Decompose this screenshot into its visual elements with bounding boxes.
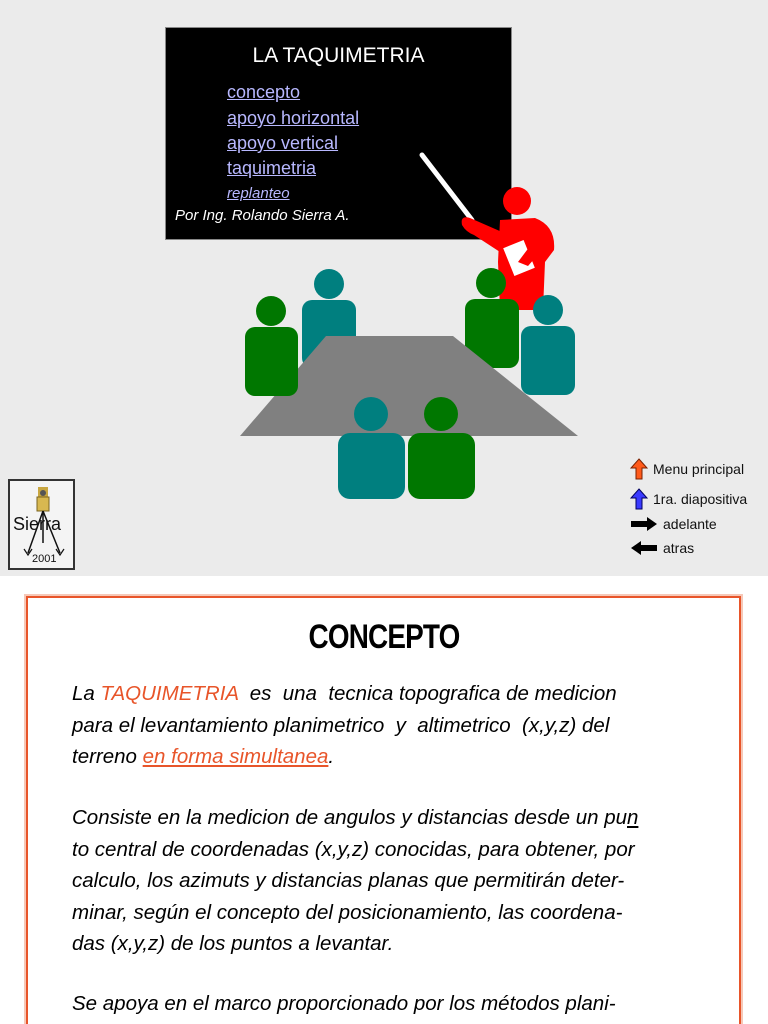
section-title: CONCEPTO	[308, 618, 460, 656]
text-run: terreno	[72, 745, 143, 768]
arrow-up-orange-icon	[630, 458, 648, 480]
nav-primera-diapositiva[interactable]	[630, 488, 747, 510]
nav-adelante[interactable]	[630, 513, 717, 535]
teacher-figure	[462, 187, 555, 310]
nav-menu-label: Menu principal	[653, 461, 745, 477]
link-taquimetria[interactable]: taquimetria	[227, 158, 317, 178]
nav-atras[interactable]	[630, 537, 694, 559]
slide-concepto	[0, 576, 768, 1024]
text-run: n	[627, 806, 639, 829]
text-line: das (x,y,z) de los puntos a levantar.	[72, 932, 394, 955]
text-line	[72, 802, 712, 834]
link-apoyo-vertical[interactable]: apoyo vertical	[227, 133, 339, 153]
arrow-left-icon	[630, 540, 658, 556]
nav-prev-label: atras	[663, 540, 695, 556]
link-replanteo[interactable]: replanteo	[227, 185, 290, 202]
logo-name: Sierra	[13, 514, 62, 534]
text-line: to central de coordenadas (x,y,z) conocidas, para obtener, por	[72, 837, 635, 861]
link-forma-simultanea[interactable]: en forma simultanea	[142, 745, 329, 768]
text-run: .	[328, 745, 335, 768]
link-concepto[interactable]: concepto	[227, 82, 301, 102]
text-run: es una tecnica topografica de medicion	[238, 682, 617, 705]
pointer-stick	[422, 155, 472, 220]
nav-menu-principal[interactable]	[630, 458, 744, 480]
text-line: minar, según el concepto del posicionamiento, las coordena-	[72, 900, 623, 924]
nav-next-label: adelante	[663, 516, 717, 532]
text-line: Se apoya en el marco proporcionado por los métodos plani-	[72, 992, 616, 1015]
sierra-logo	[8, 479, 75, 570]
text-line: para el levantamiento planimetrico y altimetrico (x,y,z) del	[72, 713, 610, 737]
person-left	[245, 296, 298, 396]
logo-year: 2001	[32, 553, 57, 565]
paragraph-support	[72, 988, 712, 1020]
text-line	[72, 678, 712, 710]
keyword-taquimetria: TAQUIMETRIA	[100, 682, 239, 705]
text-line	[72, 741, 712, 773]
arrow-right-icon	[630, 516, 658, 532]
arrow-up-blue-icon	[630, 488, 648, 510]
paragraph-definition	[72, 678, 712, 773]
text-run: La	[72, 682, 101, 705]
text-line: calculo, los azimuts y distancias planas que permitirán deter-	[72, 869, 625, 892]
link-apoyo-horizontal[interactable]: apoyo horizontal	[227, 108, 360, 128]
text-run: Consiste en la medicion de angulos y distancias desde un pu	[72, 806, 627, 829]
slide-title: LA TAQUIMETRIA	[252, 44, 425, 67]
author-credit: Por Ing. Rolando Sierra A.	[175, 207, 350, 224]
nav-first-label: 1ra. diapositiva	[653, 491, 748, 507]
paragraph-method	[72, 802, 712, 960]
